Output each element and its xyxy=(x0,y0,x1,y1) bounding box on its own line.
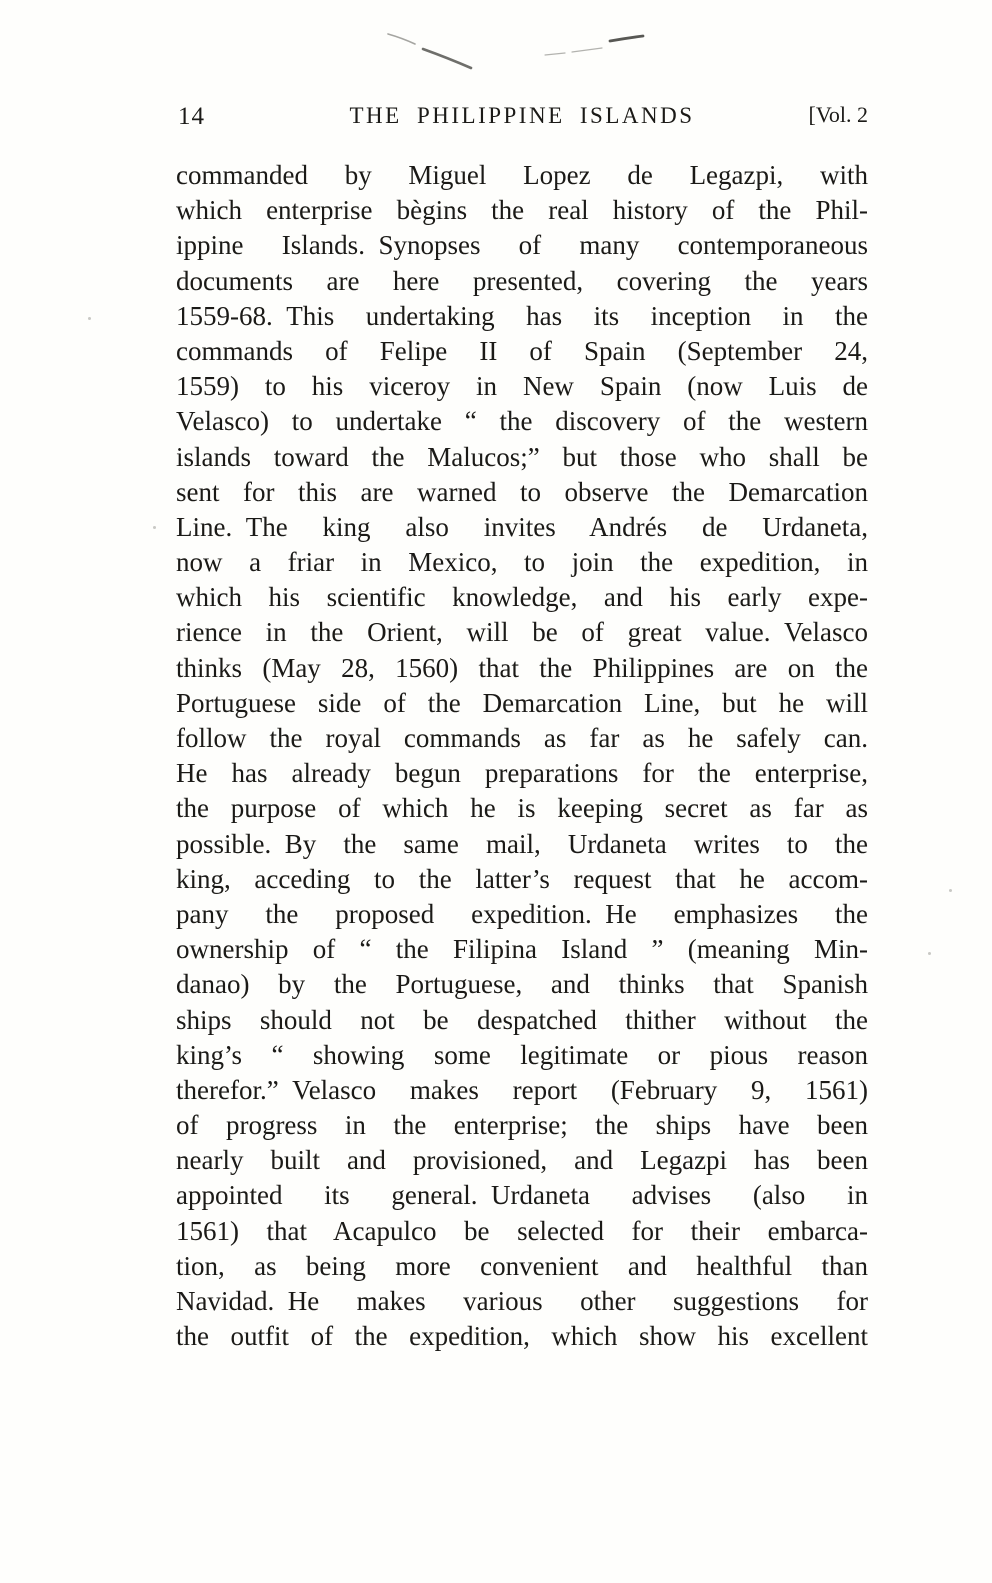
text-line: Portuguese side of the Demarcation Line, but he will xyxy=(176,687,868,718)
text-line: 1559) to his viceroy in New Spain (now Luis de xyxy=(176,371,868,402)
text-line: follow the royal commands as far as he safely can. xyxy=(176,723,868,753)
text-line: nearly built and provisioned, and Legazpi has been xyxy=(176,1145,868,1176)
scan-smudge-marks xyxy=(0,0,992,90)
text-line: Navidad. He makes various other suggestions for xyxy=(176,1286,868,1316)
text-line: 1561) that Acapulco be selected for their embarca- xyxy=(176,1215,868,1246)
text-line: therefor.” Velasco makes report (February 9, 1561) xyxy=(176,1074,868,1105)
scan-speck xyxy=(88,317,91,320)
text-line: king’s “ showing some legitimate or pious reason xyxy=(176,1039,868,1070)
body-text xyxy=(176,158,868,1354)
page-number: 14 xyxy=(178,103,205,130)
text-line: Velasco) to undertake “ the discovery of the western xyxy=(176,406,868,437)
volume-label: [Vol. 2 xyxy=(808,102,868,127)
text-line: the purpose of which he is keeping secret as far as xyxy=(176,793,868,824)
text-line: possible. By the same mail, Urdaneta writes to the xyxy=(176,828,868,859)
text-line: 1559-68. This undertaking has its inception in the xyxy=(176,300,868,331)
text-line: king, acceding to the latter’s request that he accom- xyxy=(176,863,868,894)
text-line: rience in the Orient, will be of great value. Velasco xyxy=(176,617,868,648)
text-line: ships should not be despatched thither without the xyxy=(176,1004,868,1035)
text-line: He has already begun preparations for the enterprise, xyxy=(176,758,868,789)
scan-speck xyxy=(928,952,931,955)
running-title: THE PHILIPPINE ISLANDS xyxy=(349,103,695,128)
text-line: appointed its general. Urdaneta advises (also in xyxy=(176,1180,868,1211)
text-line: ippine Islands. Synopses of many contemporaneous xyxy=(176,230,868,261)
scan-speck xyxy=(153,526,156,529)
text-line: which his scientific knowledge, and his early expe- xyxy=(176,582,868,613)
text-line: commands of Felipe II of Spain (September 24, xyxy=(176,335,868,366)
text-line: of progress in the enterprise; the ships have been xyxy=(176,1110,868,1141)
text-line: documents are here presented, covering the years xyxy=(176,265,868,296)
scan-speck xyxy=(949,889,952,892)
text-line: pany the proposed expedition. He emphasizes the xyxy=(176,898,868,929)
text-line: tion, as being more convenient and healthful than xyxy=(176,1250,868,1281)
text-line: Line. The king also invites Andrés de Urdaneta, xyxy=(176,511,868,542)
text-line: islands toward the Malucos;” but those who shall be xyxy=(176,441,868,472)
page-header xyxy=(176,100,868,136)
text-line: the outfit of the expedition, which show his excellent xyxy=(176,1321,868,1352)
text-line: danao) by the Portuguese, and thinks that Spanish xyxy=(176,969,868,1000)
text-line: now a friar in Mexico, to join the expedition, in xyxy=(176,547,868,578)
text-line: commanded by Miguel Lopez de Legazpi, with xyxy=(176,160,868,190)
text-line: thinks (May 28, 1560) that the Philippines are on the xyxy=(176,652,868,683)
text-line: which enterprise bègins the real history of the Phil- xyxy=(176,195,868,226)
text-line: ownership of “ the Filipina Island ” (meaning Min- xyxy=(176,934,868,965)
text-line: sent for this are warned to observe the Demarcation xyxy=(176,476,868,507)
